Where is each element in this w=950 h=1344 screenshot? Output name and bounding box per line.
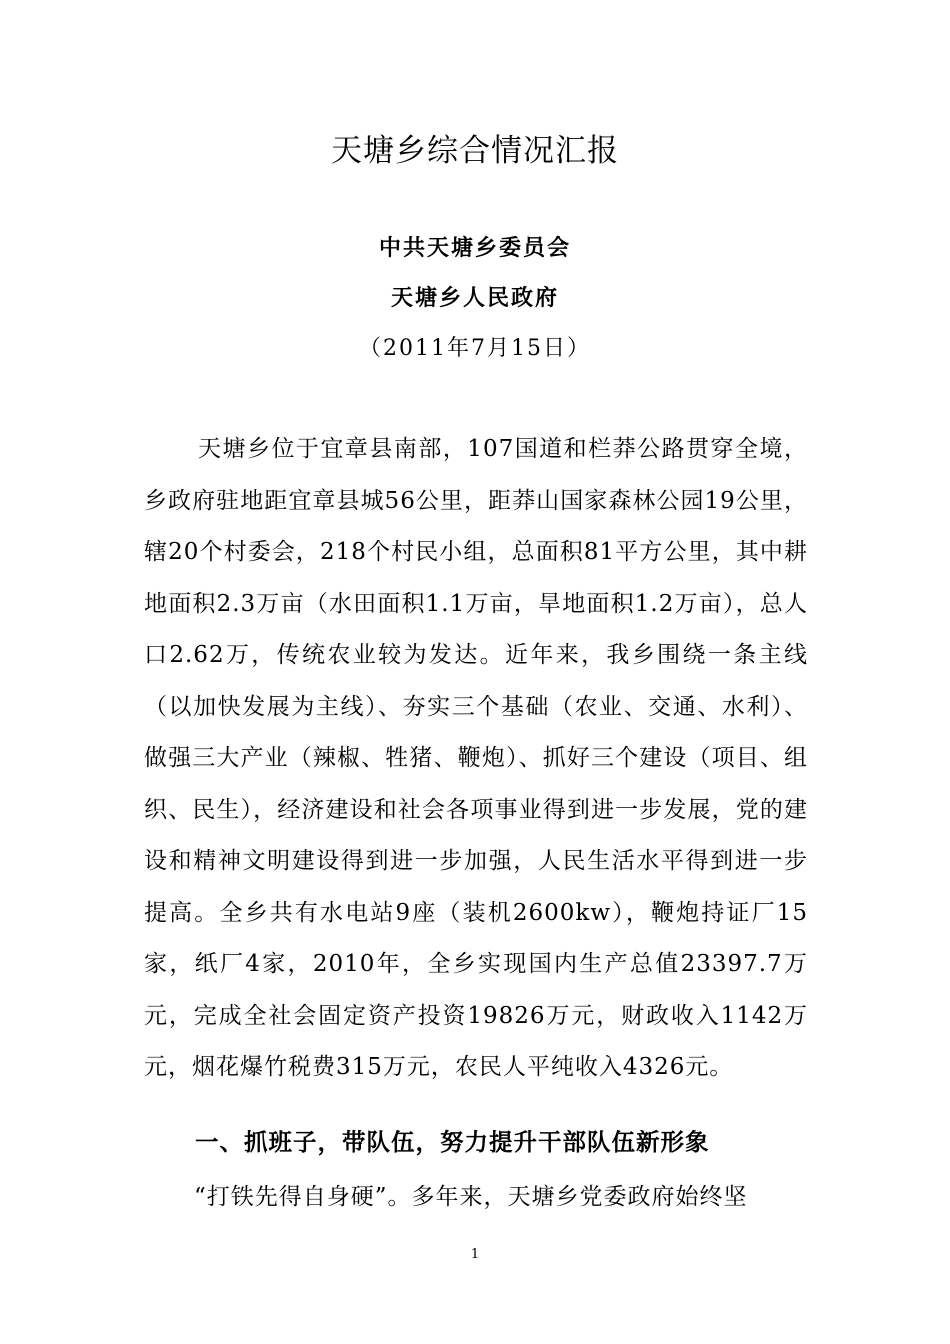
document-title: 天塘乡综合情况汇报 <box>331 133 619 169</box>
issuing-organization-government: 天塘乡人民政府 <box>390 286 559 311</box>
document-date: （2011年7月15日） <box>359 336 591 361</box>
page-number: 1 <box>470 1247 480 1262</box>
issuing-organization-party-committee: 中共天塘乡委员会 <box>378 236 571 261</box>
section-paragraph: “打铁先得自身硬”。多年来，天塘乡党委政府始终坚 <box>194 1184 748 1210</box>
overview-paragraph: 天塘乡位于宜章县南部，107国道和栏莽公路贯穿全境，乡政府驻地距宜章县城56公里，距莽山国家森林公园19公里，辖20个村委会，218个村民小组，总面积81平方公里，其中耕地面积2.3万亩（水田面积1.1万亩，旱地面积1.2万亩），总人口2.62万，传统农业较为发达。近年来，我乡围绕一条主线（以加快发展为主线）、夯实三个基础（农业、交通、水利）、做强三大产业（辣椒、牲猪、鞭炮）、抓好三个建设（项目、组织、民生），经济建设和社会各项事业得到进一步发展，党的建设和精神文明建设得到进一步加强，人民生活水平得到进一步提高。全乡共有水电站9座（装机2600kw），鞭炮持证厂15家，纸厂4家，2010年，全乡实现国内生产总值23397.7万元，完成全社会固定资产投资19826万元，财政收入1142万元，烟花爆竹税费315万元，农民人平纯收入4326元。 <box>144 436 808 1080</box>
section-heading: 一、抓班子，带队伍，努力提升干部队伍新形象 <box>195 1128 710 1156</box>
